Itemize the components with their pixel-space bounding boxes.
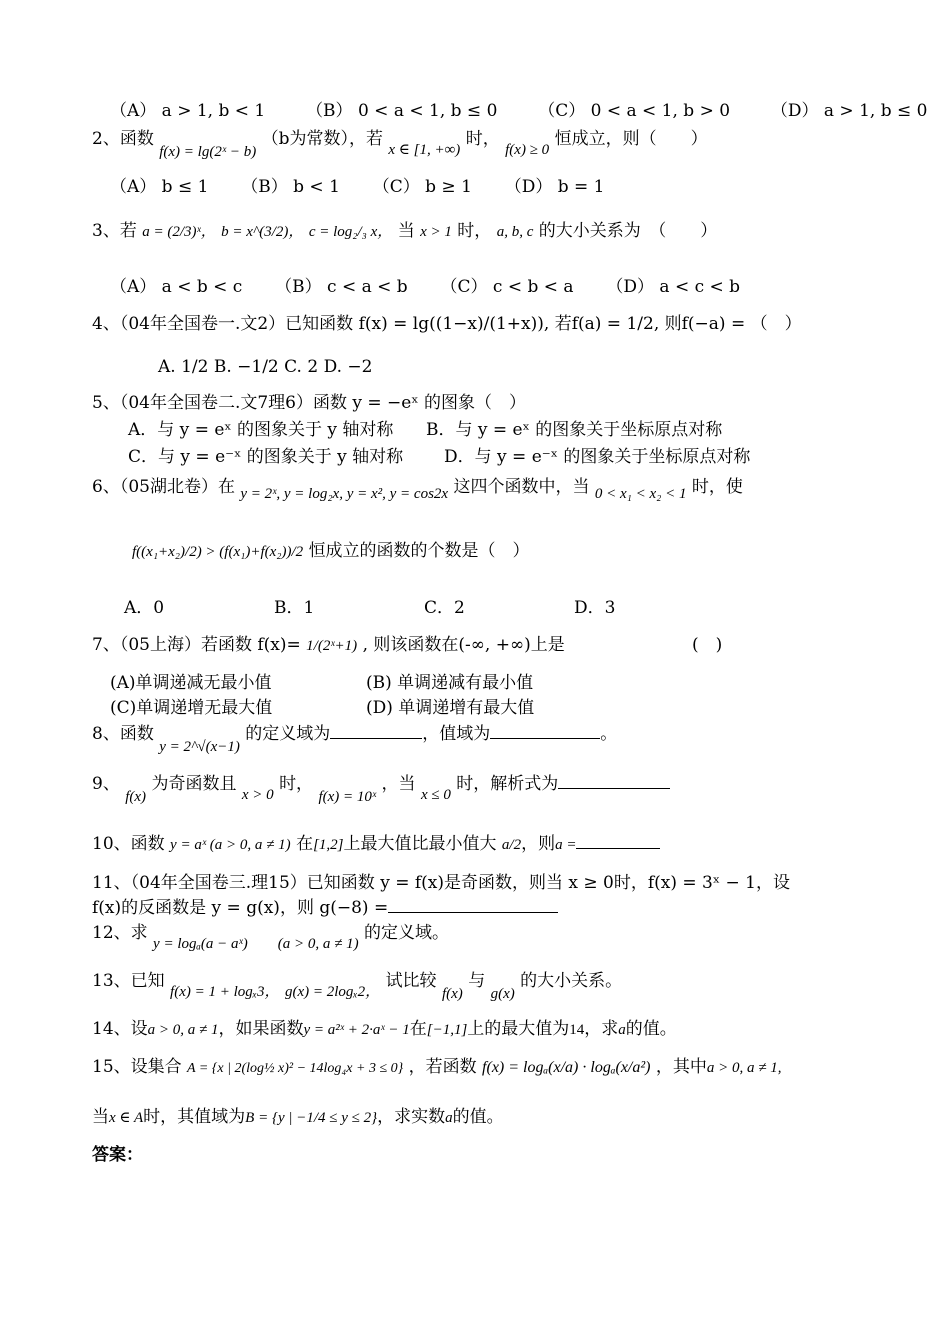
q4-options: A. 1/2 B. −1/2 C. 2 D. −2 xyxy=(158,357,373,377)
q6-functions: y = 2ˣ, y = log₂x, y = x², y = cos2x xyxy=(240,486,449,502)
q7-option-c: (C)单调递增无最大值 xyxy=(110,698,273,718)
question-8: 8、函数 y = 2^√(x−1) 的定义域为 ，值域为 。 xyxy=(92,724,618,755)
q7-option-a: (A)单调递减无最小值 xyxy=(110,673,272,693)
question-2: 2、函数 f(x) = lg(2ˣ − b) （b为常数），若 x ∈ [1, +∞) 时， f(x) ≥ 0 恒成立，则（ ） xyxy=(92,129,708,160)
q1-options xyxy=(110,100,927,122)
q3-option-d: （D） a < c < b xyxy=(606,277,741,297)
q5-option-c: C．与 y = e⁻ˣ 的图象关于 y 轴对称 xyxy=(128,447,404,467)
question-3: 3、若 a = (2/3)ˣ， b = x^(3/2)， c = log₂/₃ x， 当 x > 1 时， a, b, c 的大小关系为 （ ） xyxy=(92,221,718,241)
q8-function: y = 2^√(x−1) xyxy=(159,739,240,755)
q6-inequality: f((x₁+x₂)/2) > (f(x₁)+f(x₂))/2 xyxy=(132,544,304,560)
q10-answer-blank[interactable] xyxy=(576,832,660,849)
question-11-line-2: f(x)的反函数是 y = g(x)，则 g(−8) = xyxy=(92,896,558,919)
question-14: 14、设a > 0, a ≠ 1，如果函数y = a²ˣ + 2·aˣ − 1在[−1,1]上的最大值为14，求a的值。 xyxy=(92,1019,677,1039)
q6-condition: 0 < x₁ < x₂ < 1 xyxy=(594,486,687,502)
q6-option-d: D．3 xyxy=(574,598,616,618)
q7-function: 1/(2ˣ+1) xyxy=(306,638,358,654)
q2-options xyxy=(110,176,605,198)
q15-set-b: B = {y | −1/4 ≤ y ≤ 2} xyxy=(245,1110,378,1126)
question-9: 9、 f(x) 为奇函数且 x > 0 时， f(x) = 10ˣ ，当 x ≤ 0 时，解析式为 xyxy=(92,772,670,796)
q6-options xyxy=(124,597,615,619)
q12-function: y = logₐ(a − aˣ) (a > 0, a ≠ 1) xyxy=(153,936,359,952)
q1-option-d: （D） a > 1, b ≤ 0 xyxy=(770,101,928,121)
q1-option-c: （C） 0 < a < 1, b > 0 xyxy=(538,101,731,121)
q15-function: f(x) = logₐ(x/a) · logₐ(x/a²) xyxy=(482,1059,651,1076)
question-15-line-2: 当x ∈ A时，其值域为B = {y | −1/4 ≤ y ≤ 2}，求实数a的值。 xyxy=(92,1107,504,1127)
q1-option-b: （B） 0 < a < 1, b ≤ 0 xyxy=(306,101,498,121)
q3-options xyxy=(110,276,740,298)
question-6: 6、（05湖北卷）在 y = 2ˣ, y = log₂x, y = x², y = cos2x 这四个函数中，当 0 < x₁ < x₂ < 1 时，使 xyxy=(92,477,743,502)
q9-answer-blank[interactable] xyxy=(558,772,670,789)
question-12: 12、求 y = logₐ(a − aˣ) (a > 0, a ≠ 1) 的定义域。 xyxy=(92,923,449,952)
q8-domain-blank[interactable] xyxy=(330,722,422,739)
q3-option-a: （A） a < b < c xyxy=(110,277,243,297)
q5-option-a: A．与 y = eˣ 的图象关于 y 轴对称 xyxy=(128,420,394,440)
question-13: 13、已知 f(x) = 1 + logₓ3， g(x) = 2logₓ2， 试比较 f(x) 与 g(x) 的大小关系。 xyxy=(92,971,623,1002)
q3-b-def: b = x^(3/2)， xyxy=(221,224,304,240)
answers-heading: 答案： xyxy=(92,1145,143,1165)
q2-condition-2: f(x) ≥ 0 xyxy=(505,142,550,158)
q11-answer-blank[interactable] xyxy=(388,896,558,913)
q6-option-a: A．0 xyxy=(124,598,165,618)
q2-option-a: （A） b ≤ 1 xyxy=(110,177,209,197)
q6-inequality-line: f((x₁+x₂)/2) > (f(x₁)+f(x₂))/2 恒成立的函数的个数是（ ） xyxy=(132,541,530,561)
question-10: 10、函数 y = aˣ (a > 0, a ≠ 1) 在[1,2]上最大值比最小值大 a/2，则a = xyxy=(92,832,660,856)
q2-option-d: （D） b = 1 xyxy=(504,177,605,197)
q6-option-c: C．2 xyxy=(424,598,465,618)
q3-c-def: c = log₂/₃ x， xyxy=(308,224,393,240)
q2-option-b: （B） b < 1 xyxy=(241,177,340,197)
question-7: 7、（05上海）若函数 f(x)= 1/(2ˣ+1) , 则该函数在(-∞, +∞)上是 xyxy=(92,635,565,655)
q8-range-blank[interactable] xyxy=(490,722,600,739)
q1-option-a: （A） a > 1, b < 1 xyxy=(110,101,266,121)
question-5: 5、（04年全国卷二.文7理6）函数 y = −eˣ 的图象（ ） xyxy=(92,393,526,413)
question-4: 4、（04年全国卷一.文2）已知函数 f(x) = lg((1−x)/(1+x)), 若f(a) = 1/2, 则f(−a) = （ ） xyxy=(92,314,802,334)
question-15-line-1: 15、设集合 A = {x | 2(log½ x)² − 14log₄x + 3 ≤ 0} ，若函数 f(x) = logₐ(x/a) · logₐ(x/a²) ，其中a > 0, a ≠ 1, xyxy=(92,1057,782,1077)
q3-option-c: （C） c < b < a xyxy=(440,277,574,297)
q3-a-def: a = (2/3)ˣ， xyxy=(142,224,216,240)
q5-option-d: D．与 y = e⁻ˣ 的图象关于坐标原点对称 xyxy=(444,447,751,467)
q7-option-b: (B) 单调递减有最小值 xyxy=(366,673,534,693)
q5-option-b: B．与 y = eˣ 的图象关于坐标原点对称 xyxy=(426,420,723,440)
q15-set-a: A = {x | 2(log½ x)² − 14log₄x + 3 ≤ 0} xyxy=(187,1061,404,1076)
q7-answer-paren: ( ) xyxy=(692,635,723,655)
question-11-line-1: 11、（04年全国卷三.理15）已知函数 y = f(x)是奇函数，则当 x ≥ 0时，f(x) = 3ˣ − 1，设 xyxy=(92,873,790,893)
q2-condition: x ∈ [1, +∞) xyxy=(388,142,461,158)
q7-option-d: (D) 单调递增有最大值 xyxy=(366,698,535,718)
q3-option-b: （B） c < a < b xyxy=(275,277,408,297)
q2-option-c: （C） b ≥ 1 xyxy=(372,177,472,197)
q2-function: f(x) = lg(2ˣ − b) xyxy=(159,144,257,160)
q6-option-b: B．1 xyxy=(274,598,315,618)
